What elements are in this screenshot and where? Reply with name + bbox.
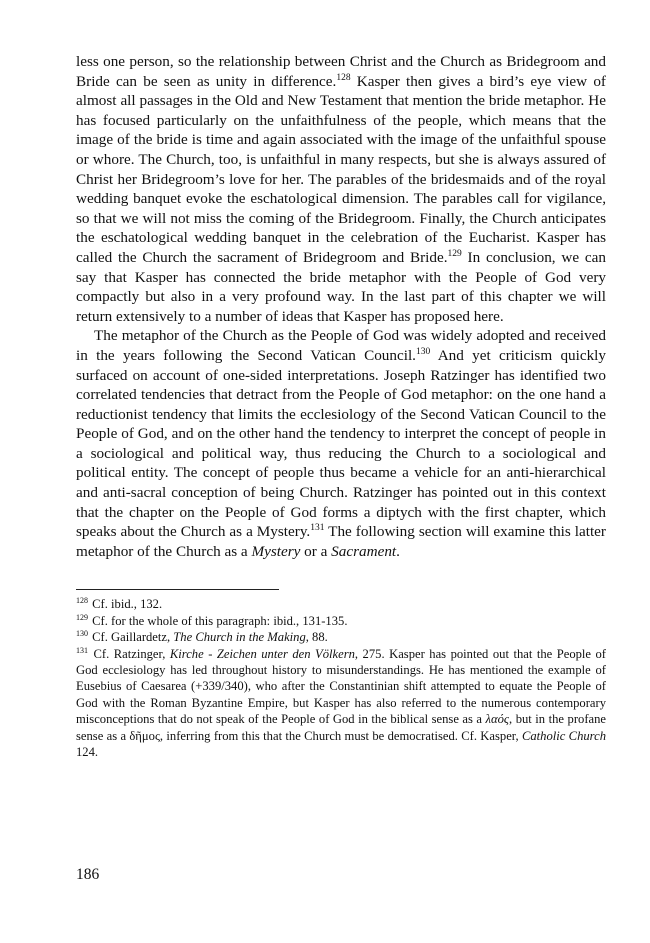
text-run: .: [396, 542, 400, 560]
footnote-title: The Church in the Making: [173, 630, 306, 645]
footnote-title: Kirche - Zeichen unter den Völkern: [169, 646, 355, 661]
page-body: [76, 52, 606, 761]
footnote-number: 130: [76, 629, 88, 639]
body-paragraph-2: [76, 326, 606, 561]
text-run: Kasper then gives a bird’s eye view of almost all passages in the Old and New Testament that mention the bride metaphor. He has focused particularly on the unfaithfulness of the people, which means that the image of the bride is time and again associated with the image of the unfaithful spouse or whore. The Church, too, is unfaithful in many respects, but she is always assured of Christ her Bridegroom’s love for her. The parables of the bridesmaids and of the royal wedding banquet evoke the eschatological dimension. The parables call for vigilance, so that we will not miss the coming of the Bridegroom. Finally, the Church anticipates the eschatological wedding banquet in the celebration of the Eucharist. Kasper has called the Church the sacrament of Bridegroom and Bride.: [76, 72, 606, 266]
footnote-text: , but in the profane sense as a δῆμος, inferring from this that the Church must be democratised. Cf. Kasper,: [76, 712, 606, 743]
text-run: The following section will examine this latter metaphor of the Church as a: [76, 523, 606, 560]
footnotes: [76, 596, 606, 760]
text-run: And yet criticism quickly surfaced on account of one-sided interpretations. Joseph Ratzinger has identified two correlated tendencies that detract from the People of God metaphor: on the one hand a reductionist tendency that limits the ecclesiology of the Second Vatican Council to the People of God, and on the other hand the tendency to interpret the concept of people in a sociological and political way, thus reducing the Church to a sociological and political entity. The concept of people thus became a vehicle for an anti-hierarchical and anti-sacral conception of being Church. Ratzinger has pointed out in this context that the chapter on the People of God forms a diptych with the first chapter, which speaks about the Church as a Mystery.: [76, 346, 606, 541]
footnote-number: 128: [76, 596, 88, 606]
footnote-ref-131[interactable]: 131: [310, 523, 325, 534]
footnote-text: Cf. Gaillardetz,: [92, 630, 174, 645]
body-paragraph-1: [76, 52, 606, 326]
footnote-text: Cf. ibid., 132.: [92, 597, 163, 612]
footnote-text: 124.: [76, 745, 99, 760]
footnote-128: [76, 596, 606, 612]
footnote-text: , 88.: [305, 630, 328, 645]
footnote-separator: [76, 589, 279, 590]
footnote-ref-130[interactable]: 130: [415, 346, 431, 357]
footnote-number: 131: [76, 645, 88, 655]
footnote-ref-128[interactable]: 128: [336, 72, 351, 83]
emphasis-mystery: Mystery: [251, 542, 301, 560]
footnote-number: 129: [76, 612, 88, 622]
greek-word: λαός: [485, 712, 510, 727]
footnote-text: Cf. Ratzinger,: [93, 646, 170, 661]
footnote-131: [76, 646, 606, 761]
footnote-130: [76, 629, 606, 645]
footnote-129: [76, 613, 606, 629]
text-run: In conclusion, we can say that Kasper has connected the bride metaphor with the People of God very compactly but also in a very profound way. In the last part of this chapter we will return extensively to a number of ideas that Kasper has proposed here.: [76, 248, 606, 325]
footnote-text: Cf. for the whole of this paragraph: ibid., 131-135.: [92, 613, 348, 628]
text-run: less one person, so the relationship between Christ and the Church as Bridegroom and Bride can be seen as unity in difference.: [76, 53, 606, 90]
text-run: or a: [300, 542, 332, 560]
text-run: The metaphor of the Church as the People of God was widely adopted and received in the years following the Second Vatican Council.: [76, 327, 606, 364]
footnote-text: , 275. Kasper has pointed out that the People of God ecclesiology has led throughout history to misunderstandings. He has mentioned the example of Eusebius of Caesarea (+339/340), who after the Constantinian shift attempted to equate the People of God with the Roman Byzantine Empire, but Kasper has also referred to the numerous contemporary misconceptions that do not speak of the People of God in the biblical sense as a: [76, 646, 606, 727]
footnote-title: Catholic Church: [521, 728, 606, 743]
page-number: 186: [76, 866, 100, 883]
footnote-ref-129[interactable]: 129: [447, 248, 462, 259]
emphasis-sacrament: Sacrament: [331, 542, 397, 560]
